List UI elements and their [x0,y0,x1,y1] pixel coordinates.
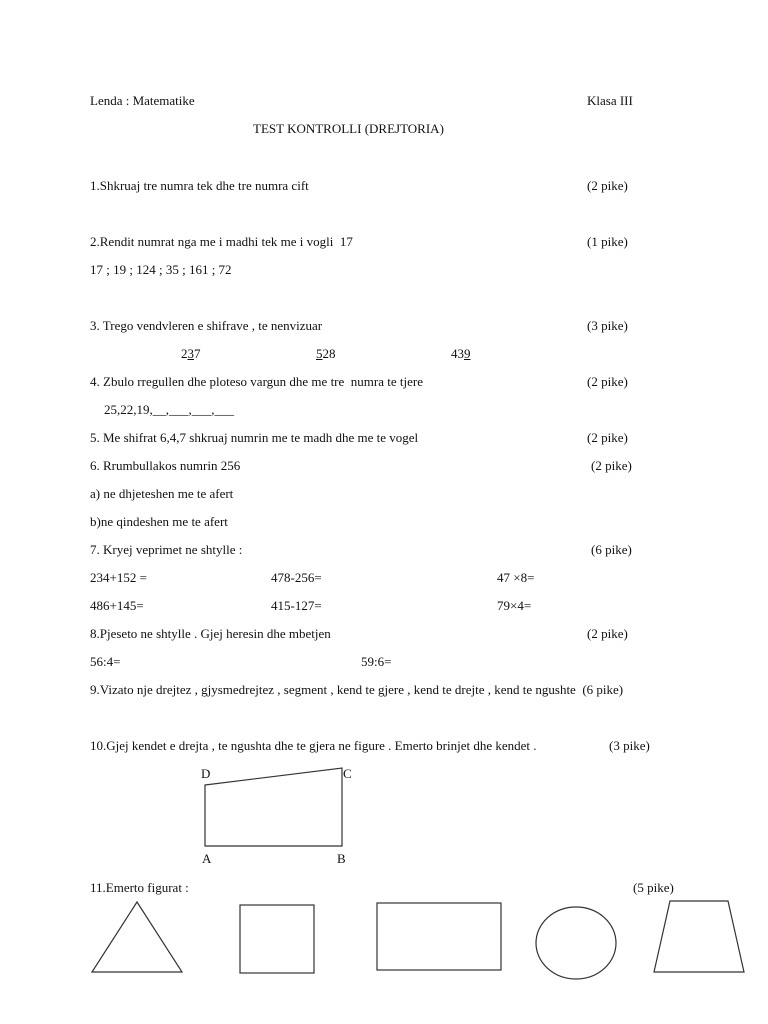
quadrilateral-abcd [205,768,342,846]
operation: 79×4= [497,598,532,613]
question-6b: b)ne qindeshen me te afert [90,514,228,529]
question-1-points: (2 pike) [587,178,628,193]
vertex-label-b: B [337,851,346,866]
question-5: 5. Me shifrat 6,4,7 shkruaj numrin me te madh dhe me te vogel [90,430,419,445]
rectangle-figure [377,903,501,970]
question-6: 6. Rrumbullakos numrin 256 [90,458,241,473]
question-11-points: (5 pike) [633,880,674,895]
number-439: 439 [451,346,471,361]
question-9: 9.Vizato nje drejtez , gjysmedrejtez , segment , kend te gjere , kend te drejte , kend te ngushte (6 pike) [90,682,624,697]
question-4-points: (2 pike) [587,374,628,389]
subject-label: Lenda : Matematike [90,93,195,108]
trapezoid-figure [654,901,744,972]
question-4: 4. Zbulo rregullen dhe ploteso vargun dhe me tre numra te tjere [90,374,423,389]
division: 59:6= [361,654,392,669]
page-title: TEST KONTROLLI (DREJTORIA) [253,121,444,136]
question-2: 2.Rendit numrat nga me i madhi tek me i vogli 17 [90,234,353,249]
question-11: 11.Emerto figurat : [90,880,189,895]
sequence-blanks: 25,22,19,__,___,___,___ [104,402,234,417]
division: 56:4= [90,654,121,669]
question-6a: a) ne dhjeteshen me te afert [90,486,234,501]
question-2-numbers: 17 ; 19 ; 124 ; 35 ; 161 ; 72 [90,262,232,277]
question-2-points: (1 pike) [587,234,628,249]
question-8: 8.Pjeseto ne shtylle . Gjej heresin dhe mbetjen [90,626,331,641]
triangle-figure [92,902,182,972]
question-3-points: (3 pike) [587,318,628,333]
question-1: 1.Shkruaj tre numra tek dhe tre numra cift [90,178,309,193]
number-237: 237 [181,346,201,361]
circle-figure [536,907,616,979]
operation: 234+152 = [90,570,147,585]
class-label: Klasa III [587,93,633,108]
square-figure [240,905,314,973]
question-7: 7. Kryej veprimet ne shtylle : [90,542,243,557]
vertex-label-c: C [343,766,352,781]
operation: 47 ×8= [497,570,535,585]
operation: 415-127= [271,598,322,613]
operation: 478-256= [271,570,322,585]
operation: 486+145= [90,598,144,613]
vertex-label-a: A [202,851,212,866]
question-6-points: (2 pike) [591,458,632,473]
question-8-points: (2 pike) [587,626,628,641]
question-10: 10.Gjej kendet e drejta , te ngushta dhe te gjera ne figure . Emerto brinjet dhe kendet . [90,738,537,753]
vertex-label-d: D [201,766,211,781]
number-528: 528 [316,346,336,361]
question-5-points: (2 pike) [587,430,628,445]
question-7-points: (6 pike) [591,542,632,557]
question-10-points: (3 pike) [609,738,650,753]
question-3: 3. Trego vendvleren e shifrave , te nenvizuar [90,318,323,333]
